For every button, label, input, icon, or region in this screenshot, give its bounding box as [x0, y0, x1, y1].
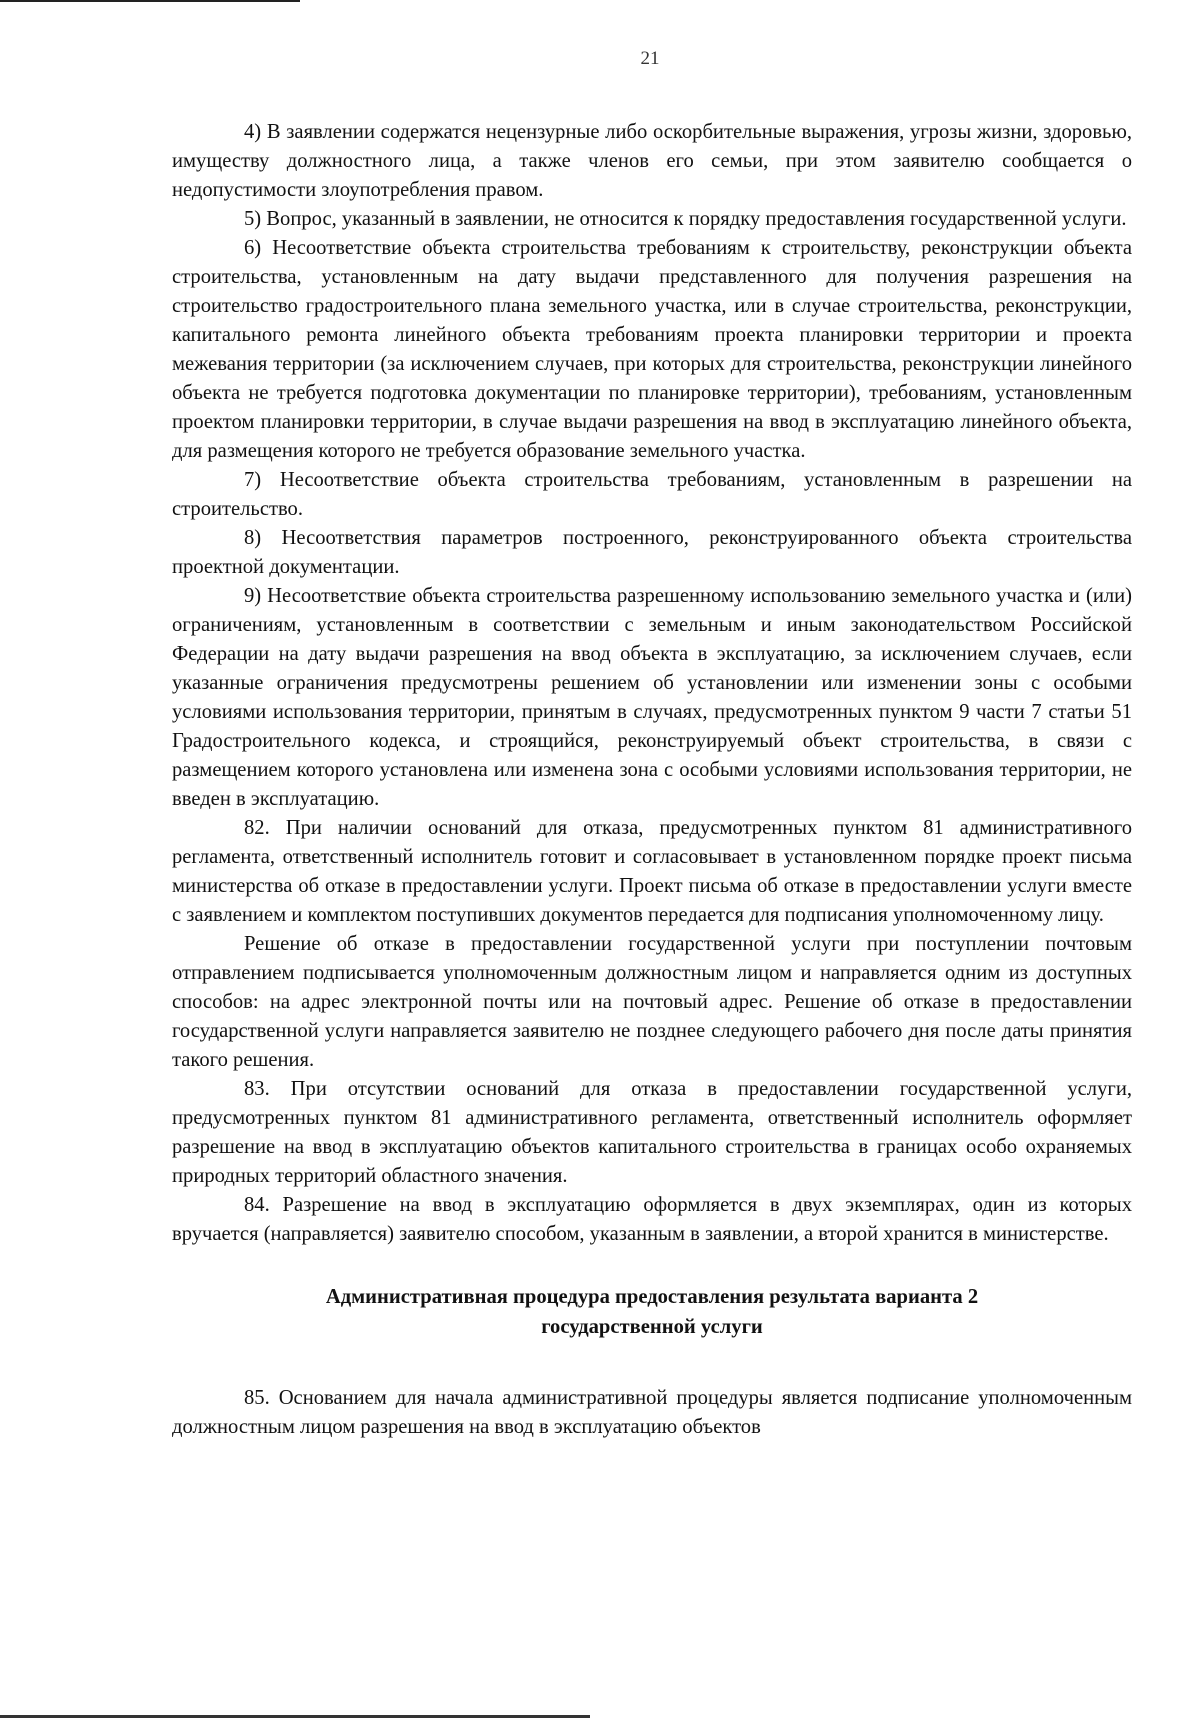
paragraph-clause-83: 83. При отсутствии оснований для отказа в предоставлении государственной услуги, предусмотренных пунктом 81 административного регламента, ответственный исполнитель оформляет разрешение на ввод в эксплуатацию объектов капитального строительства в границах особо охраняемых природных территорий областного значения. — [172, 1078, 1132, 1187]
scan-edge-bottom — [0, 1715, 590, 1718]
paragraph-clause-84: 84. Разрешение на ввод в эксплуатацию оформляется в двух экземплярах, один из которых вручается (направляется) заявителю способом, указанным в заявлении, а второй хранится в министерстве. — [172, 1194, 1132, 1245]
paragraph-clause-85: 85. Основанием для начала административной процедуры является подписание уполномоченным должностным лицом разрешения на ввод в эксплуатацию объектов — [172, 1387, 1132, 1438]
paragraph-item-7: 7) Несоответствие объекта строительства требованиям, установленным в разрешении на строительство. — [172, 469, 1132, 520]
page-number: 21 — [640, 48, 660, 69]
scan-edge-top — [0, 0, 300, 2]
section-heading-line-2: государственной услуги — [541, 1316, 763, 1338]
paragraph-item-8: 8) Несоответствия параметров построенного, реконструированного объекта строительства проектной документации. — [172, 527, 1132, 578]
paragraph-item-5: 5) Вопрос, указанный в заявлении, не относится к порядку предоставления государственной услуги. — [244, 208, 1127, 230]
document-body — [172, 118, 1132, 1442]
paragraph-refusal-decision: Решение об отказе в предоставлении государственной услуги при поступлении почтовым отправлением подписывается уполномоченным должностным лицом и направляется одним из доступных способов: на адрес электронной почты или на почтовый адрес. Решение об отказе в предоставлении государственной услуги направляется заявителю не позднее следующего рабочего дня после даты принятия такого решения. — [172, 933, 1132, 1071]
paragraph-item-9: 9) Несоответствие объекта строительства разрешенному использованию земельного участка и (или) ограничениям, установленным в соответствии с земельным и иным законодательством Российской Федерации на дату выдачи разрешения на ввод объекта в эксплуатацию, за исключением случаев, если указанные ограничения предусмотрены решением об установлении или изменении зоны с особыми условиями использования территории, принятым в случаях, предусмотренных пунктом 9 части 7 статьи 51 Градостроительного кодекса, и строящийся, реконструируемый объект строительства, в связи с размещением которого установлена или изменена зона с особыми условиями использования территории, не введен в эксплуатацию. — [172, 585, 1132, 810]
section-heading — [172, 1282, 1132, 1342]
paragraph-item-4: 4) В заявлении содержатся нецензурные либо оскорбительные выражения, угрозы жизни, здоровью, имуществу должностного лица, а также членов его семьи, при этом заявителю сообщается о недопустимости злоупотребления правом. — [172, 121, 1132, 201]
paragraph-item-6: 6) Несоответствие объекта строительства требованиям к строительству, реконструкции объекта строительства, установленным на дату выдачи представленного для получения разрешения на строительство градостроительного плана земельного участка, или в случае строительства, реконструкции, капитального ремонта линейного объекта требованиям проекта планировки территории и проекта межевания территории (за исключением случаев, при которых для строительства, реконструкции линейного объекта не требуется подготовка документации по планировке территории), требованиям, установленным проектом планировки территории, в случае выдачи разрешения на ввод в эксплуатацию линейного объекта, для размещения которого не требуется образование земельного участка. — [172, 237, 1132, 462]
paragraph-clause-82: 82. При наличии оснований для отказа, предусмотренных пунктом 81 административного регламента, ответственный исполнитель готовит и согласовывает в установленном порядке проект письма министерства об отказе в предоставлении услуги. Проект письма об отказе в предоставлении услуги вместе с заявлением и комплектом поступивших документов передается для подписания уполномоченному лицу. — [172, 817, 1132, 926]
section-heading-line-1: Административная процедура предоставления результата варианта 2 — [325, 1286, 979, 1308]
